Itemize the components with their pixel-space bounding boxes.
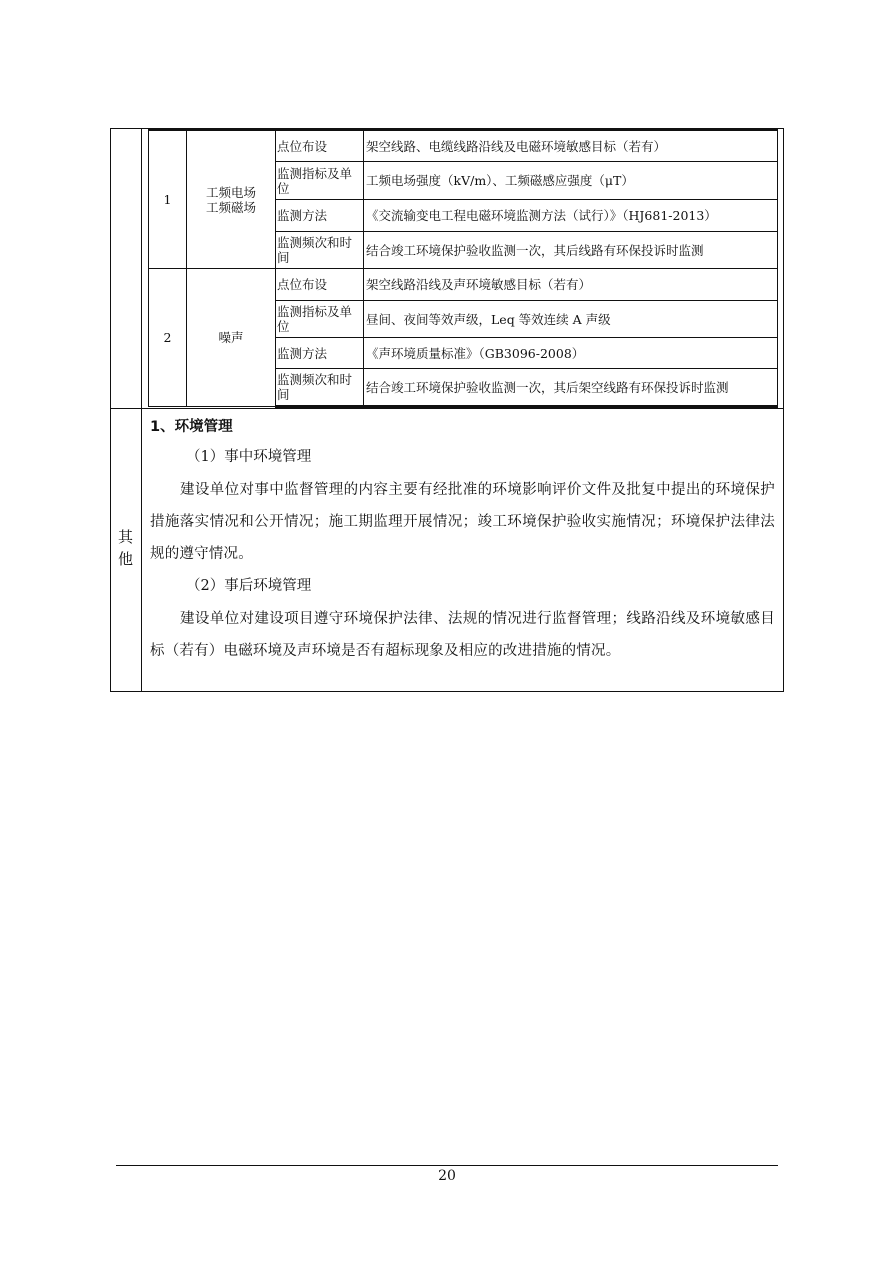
paragraph: 建设单位对事中监督管理的内容主要有经批准的环境影响评价文件及批复中提出的环境保护措施落实情况和公开情况；施工期监理开展情况；竣工环境保护验收实施情况；环境保护法律法规的遵守情况。 [150,482,775,562]
section-title: 1、环境管理 [150,419,233,435]
factor-line: 工频电场 [205,184,256,200]
item-content: 结合竣工环境保护验收监测一次，其后架空线路有环保投诉时监测 [364,369,778,407]
other-section-label [110,526,141,570]
row-number: 2 [149,269,187,407]
factor-line: 工频磁场 [205,199,256,215]
table-row [149,130,778,162]
item-content: 《交流输变电工程电磁环境监测方法（试行）》（HJ681-2013） [364,200,778,232]
item-label: 点位布设 [276,130,364,162]
item-content: 工频电场强度（kV/m）、工频磁感应强度（μT） [364,162,778,200]
monitoring-factor [187,269,276,407]
left-column-divider [141,128,142,692]
factor-line: 噪声 [218,330,244,345]
subsection-title: （2）事后环境管理 [186,578,312,594]
item-content: 昼间、夜间等效声级，Leq 等效连续 A 声级 [364,301,778,338]
monitoring-factor [187,130,276,269]
label-char: 他 [117,550,133,568]
monitoring-table [148,128,778,408]
item-label: 监测频次和时间 [276,369,364,407]
item-label: 监测方法 [276,338,364,369]
table-row [149,269,778,301]
item-label: 点位布设 [276,269,364,301]
item-content: 《声环境质量标准》（GB3096-2008） [364,338,778,369]
item-content: 架空线路沿线及声环境敏感目标（若有） [364,269,778,301]
subsection-title: （1）事中环境管理 [186,449,312,465]
row-number: 1 [149,130,187,269]
paragraph: 建设单位对建设项目遵守环境保护法律、法规的情况进行监督管理；线路沿线及环境敏感目标（若有）电磁环境及声环境是否有超标现象及相应的改进措施的情况。 [150,611,775,659]
item-content: 结合竣工环境保护验收监测一次，其后线路有环保投诉时监测 [364,232,778,269]
item-label: 监测方法 [276,200,364,232]
item-content: 架空线路、电缆线路沿线及电磁环境敏感目标（若有） [364,130,778,162]
item-label: 监测指标及单位 [276,162,364,200]
environmental-management-text [150,414,775,667]
footer-rule [116,1165,778,1166]
label-char: 其 [117,528,133,546]
section-divider [110,408,784,409]
item-label: 监测指标及单位 [276,301,364,338]
page-number: 20 [438,1168,456,1184]
item-label: 监测频次和时间 [276,232,364,269]
